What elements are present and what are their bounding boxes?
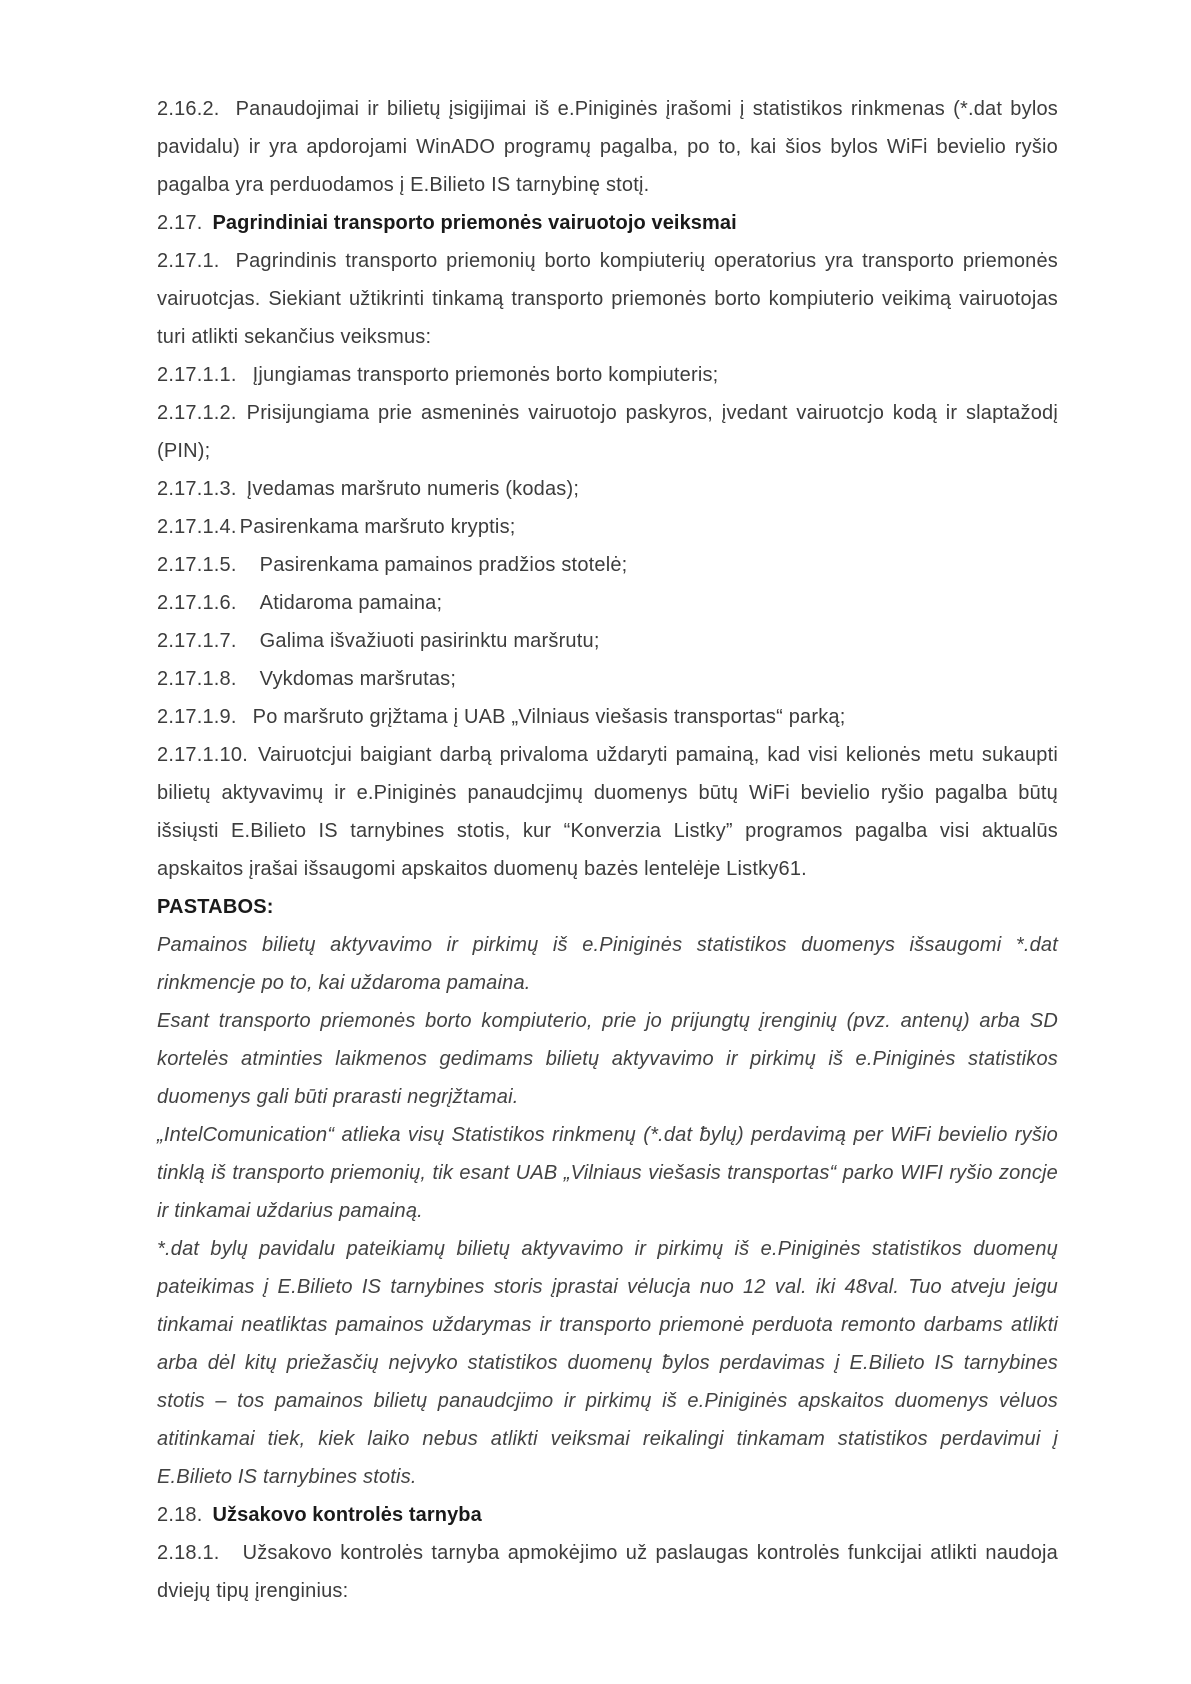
note-paragraph-3: [157, 1116, 1058, 1230]
item-number: 2.17.1.7.: [157, 630, 237, 652]
list-item-2-17-1-3: [157, 470, 1058, 508]
item-text: Vykdomas maršrutas;: [259, 668, 457, 690]
item-text: Pasirenkama pamainos pradžios stotelė;: [259, 554, 628, 576]
note-text: Esant transporto priemonės borto kompiuterio, prie jo prijungtų įrenginių (pvz. antenų) arba SD kortelės atminties laikmenos gedimams bilietų aktyvavimo ir pirkimų iš e.Piniginės statistikos duomenys gali būti prarasti negrįžtamai.: [157, 1010, 1058, 1108]
item-text: Įjungiamas transporto priemonės borto kompiuteris;: [252, 364, 719, 386]
item-text: Atidaroma pamaina;: [259, 592, 443, 614]
item-text: Įvedamas maršruto numeris (kodas);: [246, 478, 580, 500]
item-number: 2.18.: [157, 1504, 203, 1526]
item-number: 2.17.1.9.: [157, 706, 237, 728]
note-paragraph-4: [157, 1230, 1058, 1496]
list-item-2-17-1-8: [157, 660, 1058, 698]
para-2-16-2: [157, 90, 1058, 204]
list-item-2-17-1-6: [157, 584, 1058, 622]
item-number: 2.17.1.4.: [157, 516, 237, 538]
note-paragraph-2: [157, 1002, 1058, 1116]
heading-2-18: [157, 1496, 1058, 1534]
item-number: 2.17.1.2.: [157, 402, 237, 424]
list-item-2-17-1-1: [157, 356, 1058, 394]
list-item-2-17-1-9: [157, 698, 1058, 736]
item-text: Užsakovo kontrolės tarnyba apmokėjimo už paslaugas kontrolės funkcijai atlikti naudoja dviejų tipų įrenginius:: [157, 1542, 1058, 1602]
item-number: 2.17.1.1.: [157, 364, 237, 386]
item-number: 2.17.1.: [157, 250, 220, 272]
item-text: Panaudojimai ir bilietų įsigijimai iš e.Piniginės įrašomi į statistikos rinkmenas (*.dat bylos pavidalu) ir yra apdorojami WinADO programų pagalba, po to, kai šios bylos WiFi bevielio ryšio pagalba yra perduodamos į E.Bilieto IS tarnybinę stotį.: [157, 98, 1058, 196]
note-text: Pamainos bilietų aktyvavimo ir pirkimų iš e.Piniginės statistikos duomenys išsaugomi *.dat rinkmencje po to, kai uždaroma pamaina.: [157, 934, 1058, 994]
item-number: 2.17.: [157, 212, 203, 234]
para-2-18-1: [157, 1534, 1058, 1610]
list-item-2-17-1-2: [157, 394, 1058, 470]
document-body: [157, 90, 1058, 1610]
note-paragraph-1: [157, 926, 1058, 1002]
item-number: 2.17.1.8.: [157, 668, 237, 690]
section-title: Pagrindiniai transporto priemonės vairuotojo veiksmai: [212, 212, 737, 234]
item-number: 2.18.1.: [157, 1542, 220, 1564]
item-number: 2.16.2.: [157, 98, 220, 120]
item-number: 2.17.1.10.: [157, 744, 248, 766]
item-text: Pasirenkama maršruto kryptis;: [239, 516, 516, 538]
list-item-2-17-1-7: [157, 622, 1058, 660]
heading-2-17: [157, 204, 1058, 242]
heading-pastabos: [157, 888, 1058, 926]
list-item-2-17-1-4: [157, 508, 1058, 546]
item-number: 2.17.1.3.: [157, 478, 237, 500]
section-title: PASTABOS:: [157, 896, 274, 918]
item-number: 2.17.1.5.: [157, 554, 237, 576]
note-text: „IntelComunication“ atlieka visų Statistikos rinkmenų (*.dat ƀylų) perdavimą per WiFi bevielio ryšio tinklą iš transporto priemonių, tik esant UAB „Vilniaus viešasis transportas“ parko WIFI ryšio zoncje ir tinkamai uždarius pamainą.: [157, 1124, 1058, 1222]
list-item-2-17-1-10: [157, 736, 1058, 888]
item-number: 2.17.1.6.: [157, 592, 237, 614]
list-item-2-17-1-5: [157, 546, 1058, 584]
para-2-17-1: [157, 242, 1058, 356]
item-text: Galima išvažiuoti pasirinktu maršrutu;: [259, 630, 600, 652]
section-title: Užsakovo kontrolės tarnyba: [212, 1504, 482, 1526]
item-text: Vairuotcjui baigiant darbą privaloma uždaryti pamainą, kad visi kelionės metu sukaupti bilietų aktyvavimų ir e.Piniginės panaudcjimų duomenys būtų WiFi bevielio ryšio pagalba būtų išsiųsti E.Bilieto IS tarnybines stotis, kur “Konverzia Listky” programos pagalba visi aktualūs apskaitos įrašai išsaugomi apskaitos duomenų bazės lentelėje Listky61.: [157, 744, 1058, 880]
item-text: Po maršruto grįžtama į UAB „Vilniaus viešasis transportas“ parką;: [252, 706, 846, 728]
item-text: Prisijungiama prie asmeninės vairuotojo paskyros, įvedant vairuotcjo kodą ir slaptažodį (PIN);: [157, 402, 1058, 462]
note-text: *.dat bylų pavidalu pateikiamų bilietų aktyvavimo ir pirkimų iš e.Piniginės statistikos duomenų pateikimas į E.Bilieto IS tarnybines storis įprastai vėlucja nuo 12 val. iki 48val. Tuo atveju jeigu tinkamai neatliktas pamainos uždarymas ir transporto priemonė perduota remonto darbams atlikti arba dėl kitų priežasčių nejvyko statistikos duomenų ƀylos perdavimas į E.Bilieto IS tarnybines stotis – tos pamainos bilietų panaudcjimo ir pirkimų iš e.Piniginės apskaitos duomenys vėluos atitinkamai tiek, kiek laiko nebus atlikti veiksmai reikalingi tinkamam statistikos perdavimui į E.Bilieto IS tarnybines stotis.: [157, 1238, 1058, 1488]
item-text: Pagrindinis transporto priemonių borto kompiuterių operatorius yra transporto priemonės vairuotcjas. Siekiant užtikrinti tinkamą transporto priemonės borto kompiuterio veikimą vairuotojas turi atlikti sekančius veiksmus:: [157, 250, 1058, 348]
